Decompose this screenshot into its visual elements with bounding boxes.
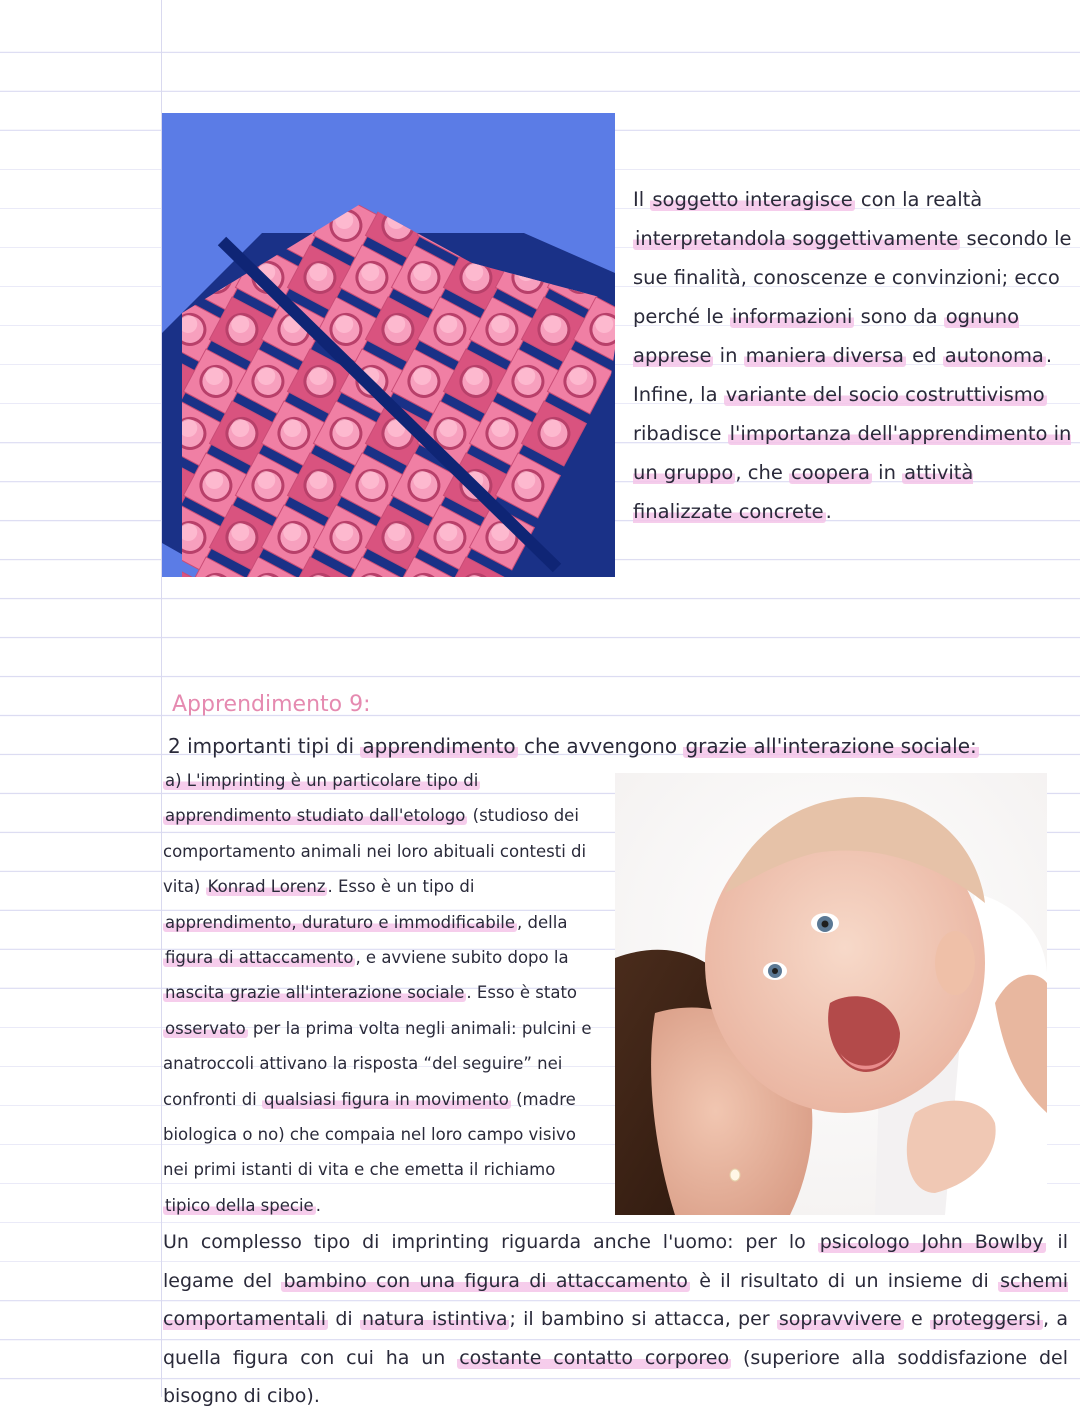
highlighted-text: variante del socio costruttivismo xyxy=(725,383,1045,406)
highlighted-text: soggetto interagisce xyxy=(652,188,853,211)
text-segment: , a quella figura con cui ha un xyxy=(163,1308,1068,1369)
text-segment: , della xyxy=(517,912,568,932)
highlighted-text: coopera xyxy=(791,461,870,484)
text-segment: in xyxy=(713,344,744,367)
text-segment: Il xyxy=(633,188,651,211)
text-segment: . Esso è un tipo di xyxy=(327,877,475,897)
text-segment: il legame del xyxy=(163,1231,1068,1292)
text-segment: , che xyxy=(735,461,790,484)
highlighted-text: ognuno apprese xyxy=(633,305,1020,367)
highlighted-text: costante contatto corporeo xyxy=(459,1346,730,1369)
highlighted-text: nascita grazie all'interazione sociale xyxy=(165,983,465,1003)
highlighted-text: interpretandola soggettivamente xyxy=(635,227,959,250)
highlighted-text: schemi comportamentali xyxy=(163,1269,1068,1330)
lego-bricks-illustration xyxy=(162,113,615,577)
text-segment: di xyxy=(328,1308,360,1330)
highlighted-text: psicologo John Bowlby xyxy=(819,1231,1044,1253)
highlighted-text: figura di attaccamento xyxy=(165,948,354,968)
text-segment: è il risultato di un insieme di xyxy=(689,1269,999,1292)
text-segment: ; il bambino si attacca, per xyxy=(509,1308,777,1330)
bowlby-paragraph xyxy=(163,1223,1068,1416)
text-segment: secondo le sue finalità, conoscenze e convinzioni; ecco perché le xyxy=(633,227,1072,328)
mother-baby-photo xyxy=(615,773,1047,1215)
highlighted-text: tipico della specie xyxy=(165,1195,314,1215)
highlighted-text: autonoma xyxy=(944,344,1044,367)
section-intro xyxy=(168,728,979,764)
highlighted-text: apprendimento studiato dall'etologo xyxy=(165,806,466,826)
highlighted-text: osservato xyxy=(165,1018,246,1038)
highlighted-text: apprendimento xyxy=(362,734,516,758)
highlighted-text: l'importanza dell'apprendimento in un gruppo xyxy=(633,422,1072,484)
highlighted-text: natura istintiva xyxy=(361,1308,508,1330)
highlighted-text: proteggersi xyxy=(931,1308,1041,1330)
text-segment: . Infine, la xyxy=(633,344,1053,406)
highlighted-text: maniera diversa xyxy=(745,344,904,367)
highlighted-text: grazie all'interazione sociale: xyxy=(685,734,977,758)
text-segment: in xyxy=(871,461,903,484)
highlighted-text: a) L'imprinting è un particolare tipo di xyxy=(165,771,479,790)
text-segment: e xyxy=(903,1308,930,1330)
highlighted-text: apprendimento, duraturo e immodificabile xyxy=(165,912,516,932)
text-segment: per la prima volta negli animali: pulcini e anatroccoli attivano la risposta “del seguire” nei confronti di xyxy=(163,1018,592,1109)
text-segment: sono da xyxy=(854,305,944,328)
text-segment: con la realtà xyxy=(854,188,983,211)
text-segment: che avvengono xyxy=(517,734,684,758)
text-segment: (studioso dei comportamento animali nei loro abituali contesti di vita) xyxy=(163,806,587,897)
highlighted-text: attività finalizzate concrete xyxy=(633,461,974,523)
text-segment: , e avviene subito dopo la xyxy=(355,948,569,968)
top-paragraph xyxy=(633,180,1073,531)
section-title: Apprendimento 9: xyxy=(172,692,371,717)
text-segment: ed xyxy=(905,344,943,367)
imprinting-paragraph xyxy=(163,763,598,1223)
highlighted-text: informazioni xyxy=(731,305,853,328)
text-segment: ribadisce xyxy=(633,422,728,445)
text-segment: (superiore alla soddisfazione del bisogno di cibo). xyxy=(163,1346,1068,1407)
highlighted-text: Konrad Lorenz xyxy=(207,877,326,897)
text-segment: Un complesso tipo di imprinting riguarda anche l'uomo: per lo xyxy=(163,1231,818,1253)
text-segment: . xyxy=(825,500,832,523)
highlighted-text: sopravvivere xyxy=(778,1308,902,1330)
text-segment: (madre biologica o no) che compaia nel loro campo visivo nei primi istanti di vita e che emetta il richiamo xyxy=(163,1089,576,1180)
text-segment: 2 importanti tipi di xyxy=(168,734,361,758)
text-segment: . Esso è stato xyxy=(466,983,578,1003)
text-segment: . xyxy=(315,1195,321,1215)
highlighted-text: bambino con una figura di attaccamento xyxy=(283,1269,688,1292)
highlighted-text: qualsiasi figura in movimento xyxy=(264,1089,509,1109)
